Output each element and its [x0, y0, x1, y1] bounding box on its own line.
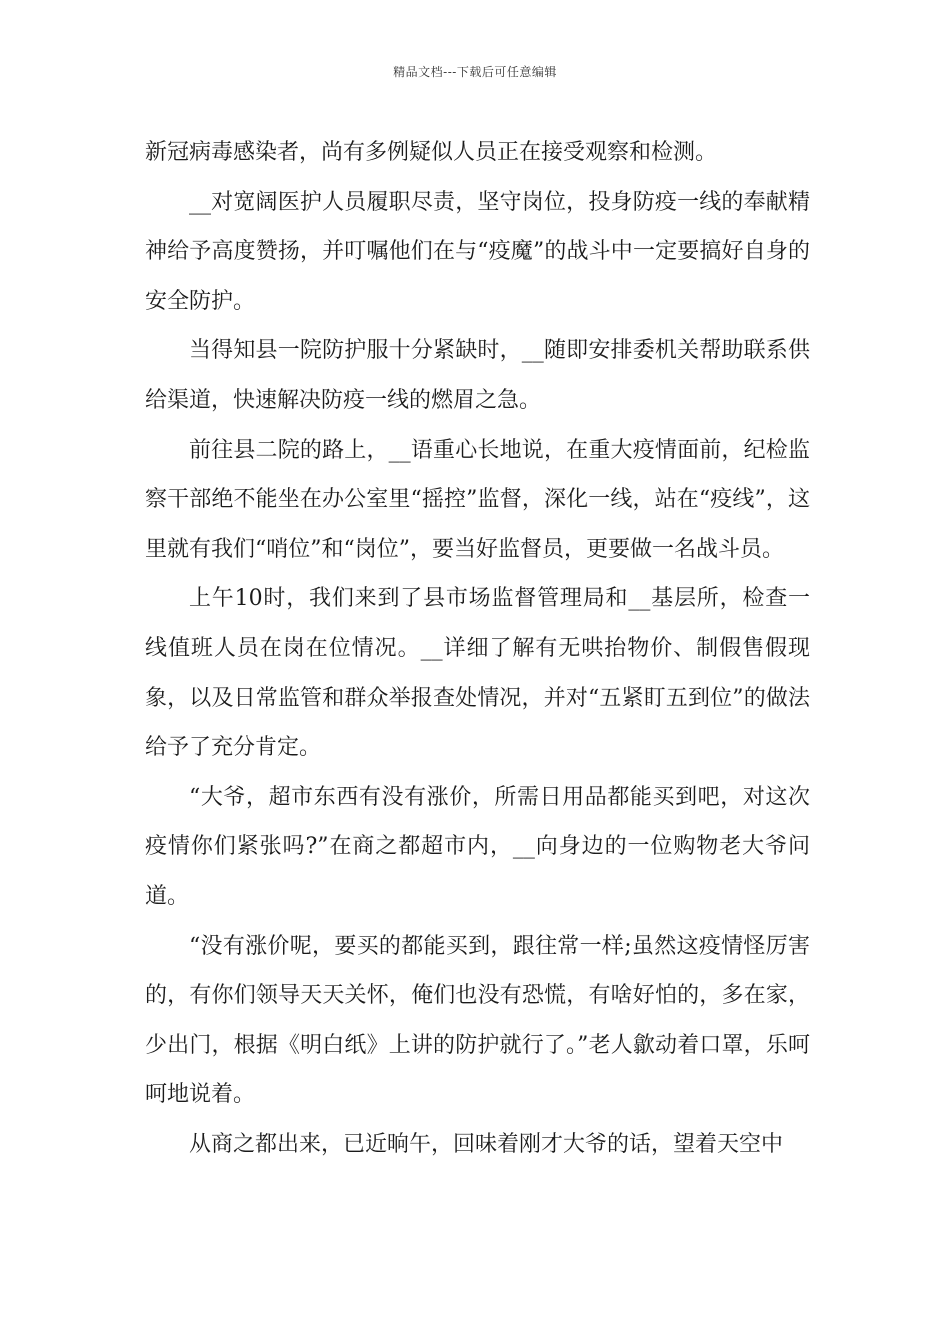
- paragraph-2: __对宽阔医护人员履职尽责，坚守岗位，投身防疫一线的奉献精神给予高度赞扬，并叮嘱他们在与“疫魔”的战斗中一定要搞好自身的安全防护。: [145, 189, 810, 314]
- page-header: 精品文档---下载后可任意编辑: [393, 65, 557, 79]
- paragraph-8: 从商之都出来，已近晌午，回味着刚才大爷的话，望着天空中: [189, 1131, 784, 1157]
- paragraph-3: 当得知县一院防护服十分紧缺时，__随即安排委机关帮助联系供给渠道，快速解决防疫一线的燃眉之急。: [145, 338, 810, 413]
- paragraph-7: “没有涨价呢，要买的都能买到，跟往常一样;虽然这疫情怪厉害的，有你们领导天天关怀，俺们也没有恐慌，有啥好怕的，多在家，少出门，根据《明白纸》上讲的防护就行了。”老人歙动着口罩，乐呵呵地说着。: [145, 933, 810, 1108]
- document-body: [145, 128, 810, 1169]
- paragraph-6: “大爷，超市东西有没有涨价，所需日用品都能买到吧，对这次疫情你们紧张吗?”在商之都超市内，__向身边的一位购物老大爷问道。: [145, 784, 810, 909]
- paragraph-1: 新冠病毒感染者，尚有多例疑似人员正在接受观察和检测。: [145, 140, 718, 165]
- paragraph-4: 前往县二院的路上，__语重心长地说，在重大疫情面前，纪检监察干部绝不能坐在办公室里“摇控”监督，深化一线，站在“疫线”，这里就有我们“哨位”和“岗位”，要当好监督员，更要做一名战斗员。: [145, 437, 810, 562]
- paragraph-5: 上午10时，我们来到了县市场监督管理局和__基层所，检查一线值班人员在岗在位情况。__详细了解有无哄抬物价、制假售假现象，以及日常监管和群众举报查处情况，并对“五紧盯五到位”的做法给予了充分肯定。: [145, 586, 810, 761]
